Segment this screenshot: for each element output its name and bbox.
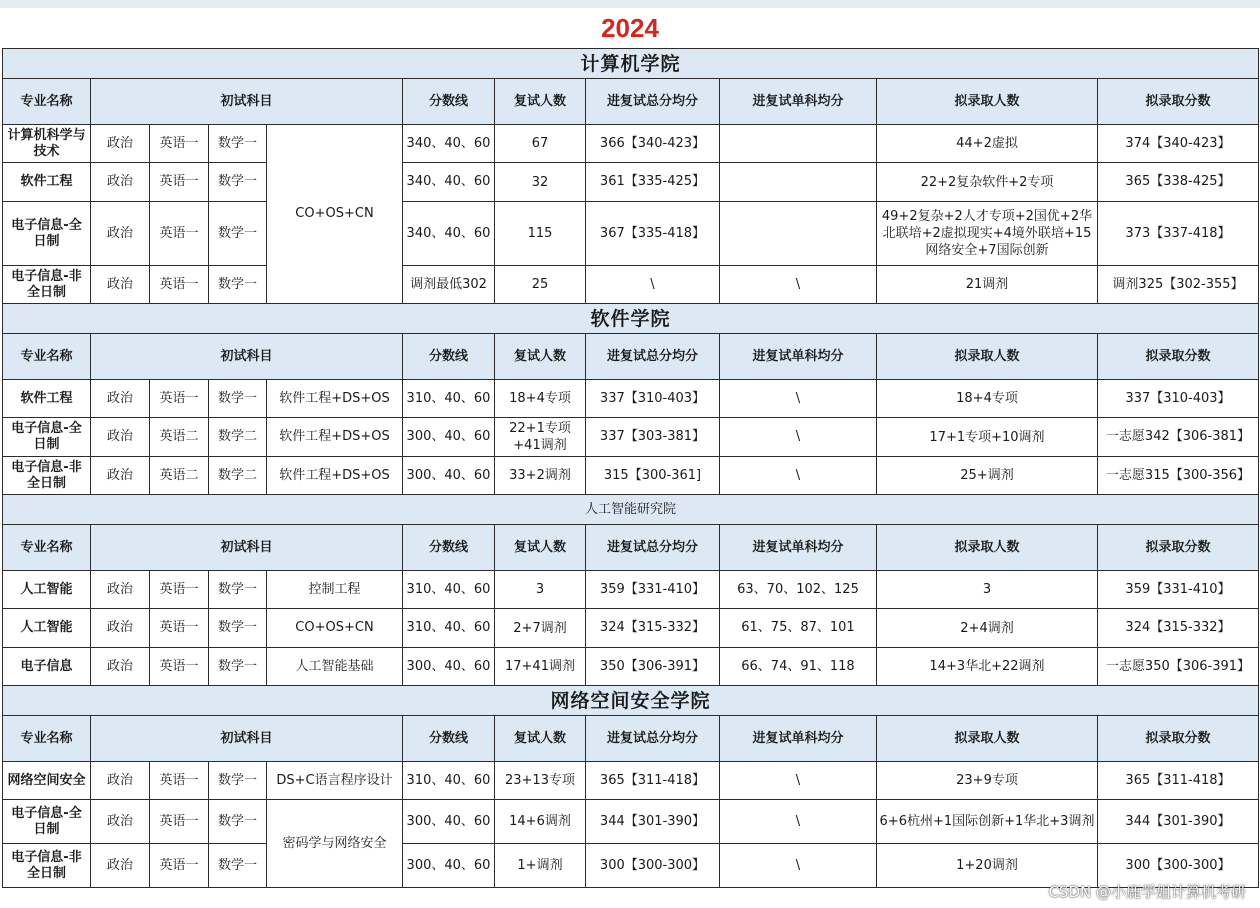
retest-total-avg: 337【310-403】 — [586, 380, 720, 418]
admit-count: 21调剂 — [877, 266, 1098, 304]
major-name: 软件工程 — [3, 163, 91, 202]
subject-math: 数学二 — [209, 457, 267, 495]
retest-count: 17+41调剂 — [495, 648, 586, 686]
score-line: 340、40、60 — [403, 125, 495, 163]
subject-math: 数学一 — [209, 202, 267, 266]
header-line: 分数线 — [403, 525, 495, 571]
score-line: 300、40、60 — [403, 800, 495, 844]
section-title-row — [3, 686, 1259, 716]
header-row — [3, 79, 1259, 125]
header-subjects: 初试科目 — [91, 525, 403, 571]
subject-math: 数学一 — [209, 163, 267, 202]
subject-politics: 政治 — [91, 418, 150, 457]
subject-english: 英语一 — [150, 609, 209, 648]
header-subjects: 初试科目 — [91, 79, 403, 125]
header-single-avg: 进复试单科均分 — [720, 79, 877, 125]
header-major: 专业名称 — [3, 716, 91, 762]
section-title: 软件学院 — [3, 304, 1259, 334]
admit-score: 337【310-403】 — [1098, 380, 1259, 418]
retest-single-avg: \ — [720, 457, 877, 495]
major-name: 网络空间安全 — [3, 762, 91, 800]
section-title: 网络空间安全学院 — [3, 686, 1259, 716]
subject-english: 英语一 — [150, 844, 209, 888]
admit-count: 3 — [877, 571, 1098, 609]
top-band — [0, 0, 1260, 8]
retest-single-avg: \ — [720, 844, 877, 888]
retest-total-avg: 350【306-391】 — [586, 648, 720, 686]
subject-english: 英语一 — [150, 202, 209, 266]
admit-count: 22+2复杂软件+2专项 — [877, 163, 1098, 202]
admit-count: 1+20调剂 — [877, 844, 1098, 888]
retest-total-avg: 366【340-423】 — [586, 125, 720, 163]
admit-count: 23+9专项 — [877, 762, 1098, 800]
subject-english: 英语一 — [150, 125, 209, 163]
admission-table — [2, 48, 1259, 888]
header-row — [3, 525, 1259, 571]
retest-single-avg: \ — [720, 380, 877, 418]
score-line: 310、40、60 — [403, 380, 495, 418]
admit-count: 6+6杭州+1国际创新+1华北+3调剂 — [877, 800, 1098, 844]
subject-professional: 控制工程 — [267, 571, 403, 609]
major-name: 电子信息-全日制 — [3, 800, 91, 844]
retest-count: 1+调剂 — [495, 844, 586, 888]
admit-count: 17+1专项+10调剂 — [877, 418, 1098, 457]
table-row — [3, 800, 1259, 844]
subject-politics: 政治 — [91, 844, 150, 888]
subject-english: 英语一 — [150, 380, 209, 418]
subject-english: 英语一 — [150, 163, 209, 202]
table-row — [3, 457, 1259, 495]
table-row — [3, 648, 1259, 686]
header-admit: 拟录取人数 — [877, 79, 1098, 125]
subject-english: 英语二 — [150, 457, 209, 495]
admit-score: 一志愿315【300-356】 — [1098, 457, 1259, 495]
admit-score: 373【337-418】 — [1098, 202, 1259, 266]
year-title: 2024 — [601, 13, 659, 43]
admit-count: 2+4调剂 — [877, 609, 1098, 648]
admit-count: 49+2复杂+2人才专项+2国优+2华北联培+2虚拟现实+4境外联培+15网络安全+7国际创新 — [877, 202, 1098, 266]
admit-score: 365【338-425】 — [1098, 163, 1259, 202]
score-line: 310、40、60 — [403, 571, 495, 609]
retest-count: 23+13专项 — [495, 762, 586, 800]
score-line: 300、40、60 — [403, 418, 495, 457]
score-line: 340、40、60 — [403, 163, 495, 202]
subject-english: 英语一 — [150, 571, 209, 609]
major-name: 电子信息-全日制 — [3, 202, 91, 266]
header-admit-score: 拟录取分数 — [1098, 334, 1259, 380]
retest-count: 3 — [495, 571, 586, 609]
score-line: 300、40、60 — [403, 457, 495, 495]
watermark: CSDN @小鹿学姐计算机考研 — [1048, 883, 1246, 901]
subject-math: 数学一 — [209, 648, 267, 686]
retest-count: 32 — [495, 163, 586, 202]
subject-politics: 政治 — [91, 202, 150, 266]
subject-math: 数学一 — [209, 571, 267, 609]
retest-total-avg: 315【300-361] — [586, 457, 720, 495]
retest-total-avg: 337【303-381】 — [586, 418, 720, 457]
section-title-row — [3, 495, 1259, 525]
retest-count: 25 — [495, 266, 586, 304]
admit-score: 一志愿342【306-381】 — [1098, 418, 1259, 457]
major-name: 电子信息-非全日制 — [3, 457, 91, 495]
header-total-avg: 进复试总分均分 — [586, 716, 720, 762]
subject-professional: 软件工程+DS+OS — [267, 418, 403, 457]
major-name: 电子信息-非全日制 — [3, 266, 91, 304]
retest-total-avg: 324【315-332】 — [586, 609, 720, 648]
header-single-avg: 进复试单科均分 — [720, 525, 877, 571]
retest-count: 2+7调剂 — [495, 609, 586, 648]
score-line: 340、40、60 — [403, 202, 495, 266]
retest-total-avg: 365【311-418】 — [586, 762, 720, 800]
subject-politics: 政治 — [91, 457, 150, 495]
subject-english: 英语一 — [150, 266, 209, 304]
subject-math: 数学二 — [209, 418, 267, 457]
retest-single-avg: 63、70、102、125 — [720, 571, 877, 609]
header-major: 专业名称 — [3, 525, 91, 571]
header-retest: 复试人数 — [495, 525, 586, 571]
header-admit-score: 拟录取分数 — [1098, 716, 1259, 762]
score-line: 调剂最低302 — [403, 266, 495, 304]
retest-total-avg: \ — [586, 266, 720, 304]
table-row — [3, 125, 1259, 163]
subject-professional: 人工智能基础 — [267, 648, 403, 686]
header-subjects: 初试科目 — [91, 334, 403, 380]
header-major: 专业名称 — [3, 334, 91, 380]
header-total-avg: 进复试总分均分 — [586, 334, 720, 380]
subject-math: 数学一 — [209, 844, 267, 888]
subject-politics: 政治 — [91, 648, 150, 686]
table-row — [3, 163, 1259, 202]
table-row — [3, 266, 1259, 304]
subject-math: 数学一 — [209, 800, 267, 844]
subject-politics: 政治 — [91, 266, 150, 304]
admit-score: 344【301-390】 — [1098, 800, 1259, 844]
subject-politics: 政治 — [91, 800, 150, 844]
subject-math: 数学一 — [209, 125, 267, 163]
table-row — [3, 609, 1259, 648]
admit-score: 374【340-423】 — [1098, 125, 1259, 163]
subject-professional: CO+OS+CN — [267, 125, 403, 304]
section-title-row — [3, 304, 1259, 334]
subject-english: 英语二 — [150, 418, 209, 457]
subject-professional: 密码学与网络安全 — [267, 800, 403, 888]
retest-single-avg: \ — [720, 418, 877, 457]
header-line: 分数线 — [403, 334, 495, 380]
subject-politics: 政治 — [91, 163, 150, 202]
admit-count: 25+调剂 — [877, 457, 1098, 495]
score-line: 310、40、60 — [403, 609, 495, 648]
retest-count: 18+4专项 — [495, 380, 586, 418]
major-name: 电子信息 — [3, 648, 91, 686]
major-name: 软件工程 — [3, 380, 91, 418]
admit-score: 324【315-332】 — [1098, 609, 1259, 648]
major-name: 电子信息-全日制 — [3, 418, 91, 457]
header-total-avg: 进复试总分均分 — [586, 525, 720, 571]
subject-politics: 政治 — [91, 609, 150, 648]
subject-math: 数学一 — [209, 762, 267, 800]
header-admit: 拟录取人数 — [877, 525, 1098, 571]
section-title: 人工智能研究院 — [3, 495, 1259, 525]
header-retest: 复试人数 — [495, 716, 586, 762]
score-line: 300、40、60 — [403, 844, 495, 888]
header-subjects: 初试科目 — [91, 716, 403, 762]
table-row — [3, 762, 1259, 800]
header-line: 分数线 — [403, 716, 495, 762]
subject-politics: 政治 — [91, 125, 150, 163]
retest-single-avg: \ — [720, 800, 877, 844]
retest-total-avg: 361【335-425】 — [586, 163, 720, 202]
admit-score: 300【300-300】 — [1098, 844, 1259, 888]
section-title-row — [3, 49, 1259, 79]
header-retest: 复试人数 — [495, 334, 586, 380]
retest-total-avg: 344【301-390】 — [586, 800, 720, 844]
header-single-avg: 进复试单科均分 — [720, 716, 877, 762]
table-row — [3, 418, 1259, 457]
admit-count: 18+4专项 — [877, 380, 1098, 418]
retest-single-avg — [720, 202, 877, 266]
admit-count: 14+3华北+22调剂 — [877, 648, 1098, 686]
admit-score: 359【331-410】 — [1098, 571, 1259, 609]
subject-english: 英语一 — [150, 648, 209, 686]
retest-single-avg: 66、74、91、118 — [720, 648, 877, 686]
retest-count: 115 — [495, 202, 586, 266]
retest-total-avg: 300【300-300】 — [586, 844, 720, 888]
retest-count: 33+2调剂 — [495, 457, 586, 495]
subject-english: 英语一 — [150, 800, 209, 844]
retest-total-avg: 367【335-418】 — [586, 202, 720, 266]
subject-math: 数学一 — [209, 266, 267, 304]
retest-count: 14+6调剂 — [495, 800, 586, 844]
subject-politics: 政治 — [91, 571, 150, 609]
score-line: 300、40、60 — [403, 648, 495, 686]
header-major: 专业名称 — [3, 79, 91, 125]
table-row — [3, 202, 1259, 266]
subject-professional: CO+OS+CN — [267, 609, 403, 648]
header-admit-score: 拟录取分数 — [1098, 525, 1259, 571]
admit-count: 44+2虚拟 — [877, 125, 1098, 163]
header-row — [3, 716, 1259, 762]
subject-math: 数学一 — [209, 380, 267, 418]
major-name: 人工智能 — [3, 571, 91, 609]
score-line: 310、40、60 — [403, 762, 495, 800]
retest-single-avg — [720, 163, 877, 202]
header-single-avg: 进复试单科均分 — [720, 334, 877, 380]
retest-single-avg: \ — [720, 266, 877, 304]
header-admit-score: 拟录取分数 — [1098, 79, 1259, 125]
header-line: 分数线 — [403, 79, 495, 125]
retest-count: 67 — [495, 125, 586, 163]
header-admit: 拟录取人数 — [877, 334, 1098, 380]
subject-politics: 政治 — [91, 380, 150, 418]
section-title: 计算机学院 — [3, 49, 1259, 79]
subject-math: 数学一 — [209, 609, 267, 648]
header-total-avg: 进复试总分均分 — [586, 79, 720, 125]
subject-politics: 政治 — [91, 762, 150, 800]
header-admit: 拟录取人数 — [877, 716, 1098, 762]
table-row — [3, 380, 1259, 418]
major-name: 计算机科学与技术 — [3, 125, 91, 163]
admit-score: 调剂325【302-355】 — [1098, 266, 1259, 304]
admit-score: 一志愿350【306-391】 — [1098, 648, 1259, 686]
subject-english: 英语一 — [150, 762, 209, 800]
header-row — [3, 334, 1259, 380]
retest-single-avg — [720, 125, 877, 163]
table-row — [3, 571, 1259, 609]
retest-single-avg: 61、75、87、101 — [720, 609, 877, 648]
subject-professional: 软件工程+DS+OS — [267, 457, 403, 495]
admit-score: 365【311-418】 — [1098, 762, 1259, 800]
major-name: 电子信息-非全日制 — [3, 844, 91, 888]
retest-single-avg: \ — [720, 762, 877, 800]
subject-professional: 软件工程+DS+OS — [267, 380, 403, 418]
retest-total-avg: 359【331-410】 — [586, 571, 720, 609]
retest-count: 22+1专项+41调剂 — [495, 418, 586, 457]
subject-professional: DS+C语言程序设计 — [267, 762, 403, 800]
header-retest: 复试人数 — [495, 79, 586, 125]
major-name: 人工智能 — [3, 609, 91, 648]
